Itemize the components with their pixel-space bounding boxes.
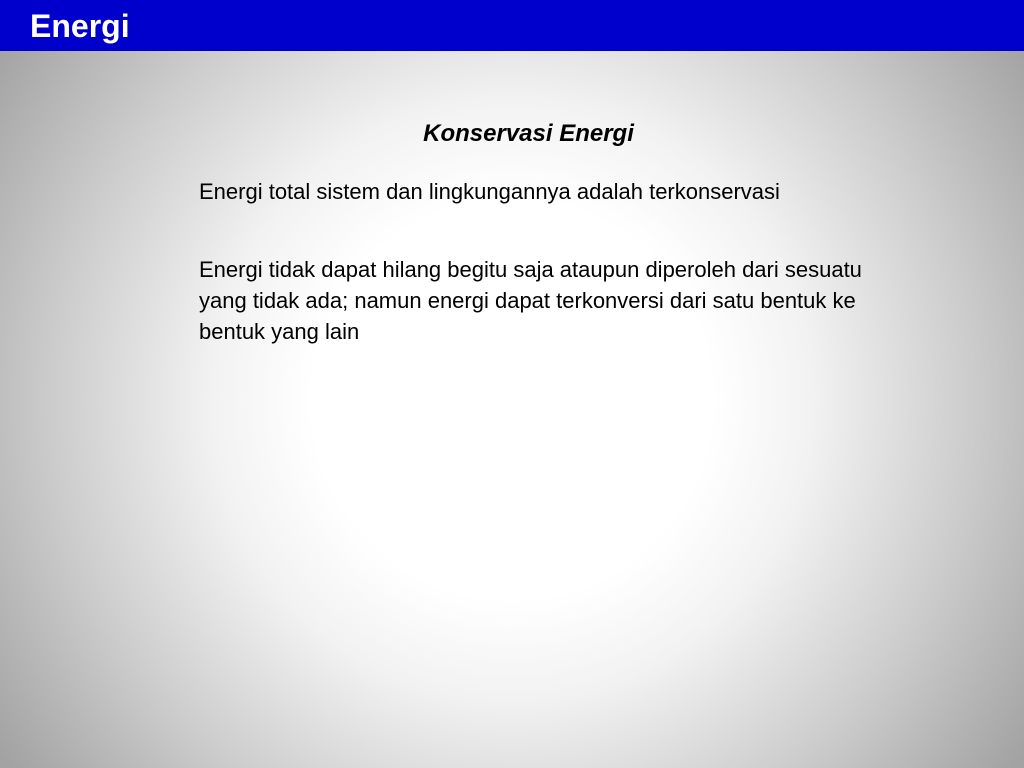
paragraph-energy-conversion: Energi tidak dapat hilang begitu saja ataupun diperoleh dari sesuatu yang tidak ada; namun energi dapat terkonversi dari satu bentuk ke bentuk yang lain (199, 257, 862, 344)
slide-subtitle: Konservasi Energi (423, 120, 634, 147)
paragraph-energy-conserved: Energi total sistem dan lingkungannya adalah terkonservasi (199, 179, 780, 204)
title-bar (0, 0, 1024, 51)
slide-title: Energi (30, 8, 130, 44)
